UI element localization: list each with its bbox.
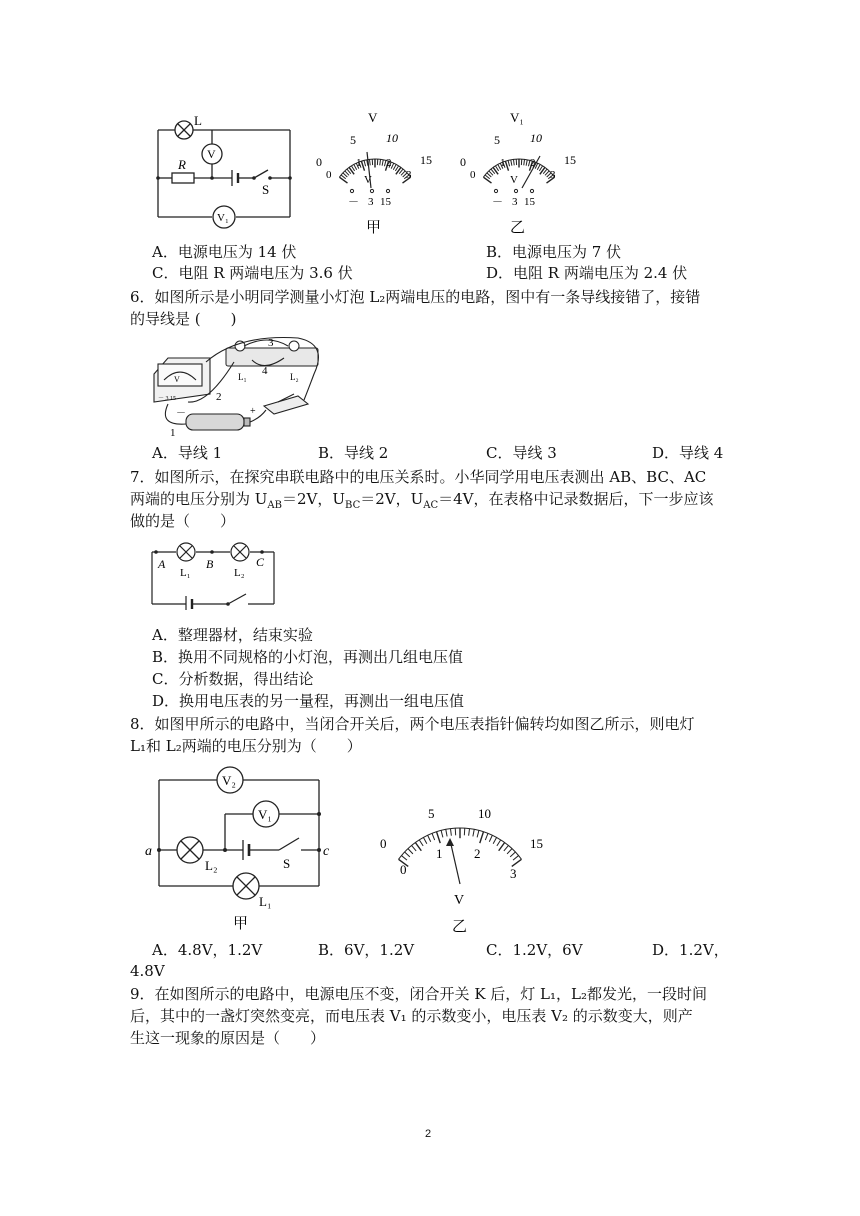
q8-yi-bot-2: 2 [474,846,481,861]
q5-label-R: R [178,157,186,172]
q5-yi-bot-2: 2 [530,157,536,169]
q8-stem-line1: 8．如图甲所示的电路中，当闭合开关后，两个电压表指针偏转均如图乙所示，则电灯 [130,715,695,733]
q5-yi-term-3: 3 [512,196,518,208]
q6-wire-3: 3 [268,337,274,349]
q8-option-a[interactable]: A．4.8V，1.2V [152,941,263,959]
q5-yi-needle-V: V [510,174,518,186]
page-number: 2 [425,1128,432,1140]
q5-yi-term-15: 15 [524,196,535,208]
q6-wire-4: 4 [262,365,268,377]
q5-jia-bot-1: 1 [356,157,362,169]
q5-jia-term-15: 15 [380,196,391,208]
q8-option-d-wrap: 4.8V [130,962,165,980]
q8-jia-caption: 甲 [233,916,249,932]
q5-jia-top-15: 15 [420,153,432,167]
q5-jia-term-3: 3 [368,196,374,208]
q5-label-S: S [262,182,270,197]
dial-tick [489,835,492,842]
q8-option-b[interactable]: B．6V，1.2V [318,941,415,959]
q9-stem-line2: 后，其中的一盏灯突然变亮，而电压表 V₁ 的示数变小，电压表 V₂ 的示数变大，则产 [130,1007,693,1025]
dial-tick [405,852,410,857]
q8-yi-bot-0: 0 [400,862,407,877]
q8-meter-yi [372,800,562,936]
q5-jia-bot-2: 2 [386,157,392,169]
q6-battery-minus: － [176,408,186,419]
q8-yi-caption: 乙 [452,919,468,935]
dial-tick [382,160,383,166]
dial-tick [412,845,417,851]
q5-yi-caption: 乙 [510,220,526,236]
dial-tick [511,160,512,166]
dial-tick [437,832,441,843]
q8-yi-top-5: 5 [428,806,435,821]
q8-yi-top-15: 15 [530,836,543,851]
q6-bulb-L1: L₁ [238,372,247,382]
q5-jia-top-10: 10 [386,131,398,145]
dial-tick [450,829,451,836]
q5-label-V1: V₁ [217,212,229,224]
q5-jia-top-5: 5 [350,133,356,147]
q5-jia-caption: 甲 [366,220,382,236]
dial-tick [477,830,479,837]
q5-jia-top-0: 0 [316,155,322,169]
q6-meter-terminals: － 3 15 [158,396,177,402]
q5-option-d[interactable]: D．电阻 R 两端电压为 2.4 伏 [486,264,688,282]
q8-yi-bot-3: 3 [510,866,517,881]
q5-yi-top-5: 5 [494,133,500,147]
q8-label-L2: L₂ [205,858,218,873]
q7-bulb-L1: L₁ [180,567,191,579]
dial-tick [499,843,505,851]
dial-tick [369,159,370,165]
dial-tick [469,829,470,836]
q5-option-b[interactable]: B．电源电压为 7 伏 [486,243,622,261]
dial-tick [401,856,407,861]
q9-stem-line3: 生这一现象的原因是（ ） [130,1029,326,1047]
dial-tick [419,840,423,846]
q6-stem-line2: 的导线是 ( ) [130,310,237,328]
q7-point-C: C [256,555,265,569]
q6-wire-1: 1 [170,427,176,439]
q8-stem-line2: L₁和 L₂两端的电压分别为（ ） [130,737,362,755]
q8-yi-top-10: 10 [478,806,491,821]
q7-option-a[interactable]: A．整理器材，结束实验 [152,626,313,644]
dial-tick [380,159,381,165]
q8-label-L1: L₁ [259,894,272,909]
dial-tick [446,829,447,836]
q6-battery-plus: + [250,406,256,417]
q7-option-b[interactable]: B．换用不同规格的小灯泡，再测出几组电压值 [152,648,464,666]
q8-label-S: S [283,856,291,871]
q7-stem-line3: 做的是（ ） [130,512,236,530]
q8-option-c[interactable]: C．1.2V，6V [486,941,583,959]
q5-option-a[interactable]: A．电源电压为 14 伏 [152,243,297,261]
q6-option-a[interactable]: A．导线 1 [152,444,223,462]
dial-tick [507,849,512,854]
q9-stem-line1: 9．在如图所示的电路中，电源电压不变，闭合开关 K 后，灯 L₁，L₂都发光，一段时间 [130,985,708,1003]
q5-yi-bot-0: 0 [470,169,476,181]
q8-yi-meter-label: V [454,893,465,908]
q5-yi-bot-3: 3 [550,169,556,181]
dial-tick [393,164,396,169]
q5-meter-jia [308,108,443,238]
q8-yi-bot-1: 1 [436,846,443,861]
q7-point-B: B [206,557,214,571]
q5-label-V: V [207,147,216,161]
dial-tick [513,856,519,861]
dial-tick [526,160,527,166]
dial-tick [339,177,347,183]
dial-tick [537,164,540,169]
q8-label-V1: V₁ [258,807,272,822]
dial-tick [432,833,435,840]
dial-tick [364,160,365,166]
q8-circuit-jia [145,762,335,934]
q7-stem-line2: 两端的电压分别为 $U_{AB}=2V$，$U_{BC}=2V$，$U_{AC}=4V$，在表格中记录数据后，下一步应该 [130,490,714,511]
q5-jia-bot-3: 3 [406,169,412,181]
q8-label-a: a [145,844,152,859]
dial-tick [493,837,496,843]
q8-option-d[interactable]: D．1.2V， [652,941,729,959]
q5-yi-top-15: 15 [564,153,576,167]
dial-tick [391,163,394,168]
q6-option-c[interactable]: C．导线 3 [486,444,557,462]
q7-bulb-L2: L₂ [234,567,245,579]
dial-tick [485,833,488,840]
dial-tick [508,160,509,166]
q7-option-c[interactable]: C．分析数据，得出结论 [152,670,314,688]
q5-jia-needle-V: V [364,174,372,186]
dial-tick [415,843,421,851]
q7-option-d[interactable]: D．换用电压表的另一量程，再测出一组电压值 [152,692,465,710]
q5-yi-term-minus: － [492,196,503,208]
q6-stem-line1: 6．如图所示是小明同学测量小灯泡 L₂两端电压的电路，图中有一条导线接错了，接错 [130,288,701,306]
dial-tick [361,161,364,171]
q8-yi-top-0: 0 [380,836,387,851]
dial-tick [480,832,484,843]
q7-point-A: A [158,557,166,571]
dial-tick [513,159,514,165]
q8-label-V2: V₂ [222,773,236,788]
q6-option-b[interactable]: B．导线 2 [318,444,389,462]
q5-meter-yi [452,108,587,238]
dial-tick [473,829,474,836]
q8-label-c: c [323,844,330,859]
dial-tick [505,161,508,171]
q5-label-L: L [194,113,202,128]
dial-tick [497,840,501,846]
dial-tick [408,849,413,854]
dial-tick [423,837,426,843]
q5-jia-bot-0: 0 [326,169,332,181]
q7-circuit-figure [146,538,286,610]
q7-stem-line1: 7．如图所示，在探究串联电路中的电压关系时。小华同学用电压表测出 AB、BC、AC [130,468,707,486]
q6-meter-label: V [174,375,180,384]
q6-physical-circuit-figure [148,334,328,439]
dial-tick [524,159,525,165]
q6-bulb-L2: L₂ [290,372,299,382]
q5-yi-bot-1: 1 [500,157,506,169]
q6-wire-2: 2 [216,391,222,403]
q5-yi-top-0: 0 [460,155,466,169]
q5-yi-meter-title: V₁ [510,110,524,125]
q5-option-c[interactable]: C．电阻 R 两端电压为 3.6 伏 [152,264,353,282]
dial-tick [428,835,431,842]
q5-jia-term-minus: － [348,196,359,208]
dial-tick [510,852,515,857]
q5-jia-meter-title: V [368,110,378,125]
dial-tick [483,177,491,183]
q5-yi-top-10: 10 [530,131,542,145]
q6-option-d[interactable]: D．导线 4 [652,444,724,462]
q5-circuit-figure [150,112,300,232]
dial-tick [441,830,443,837]
dial-tick [504,845,509,851]
